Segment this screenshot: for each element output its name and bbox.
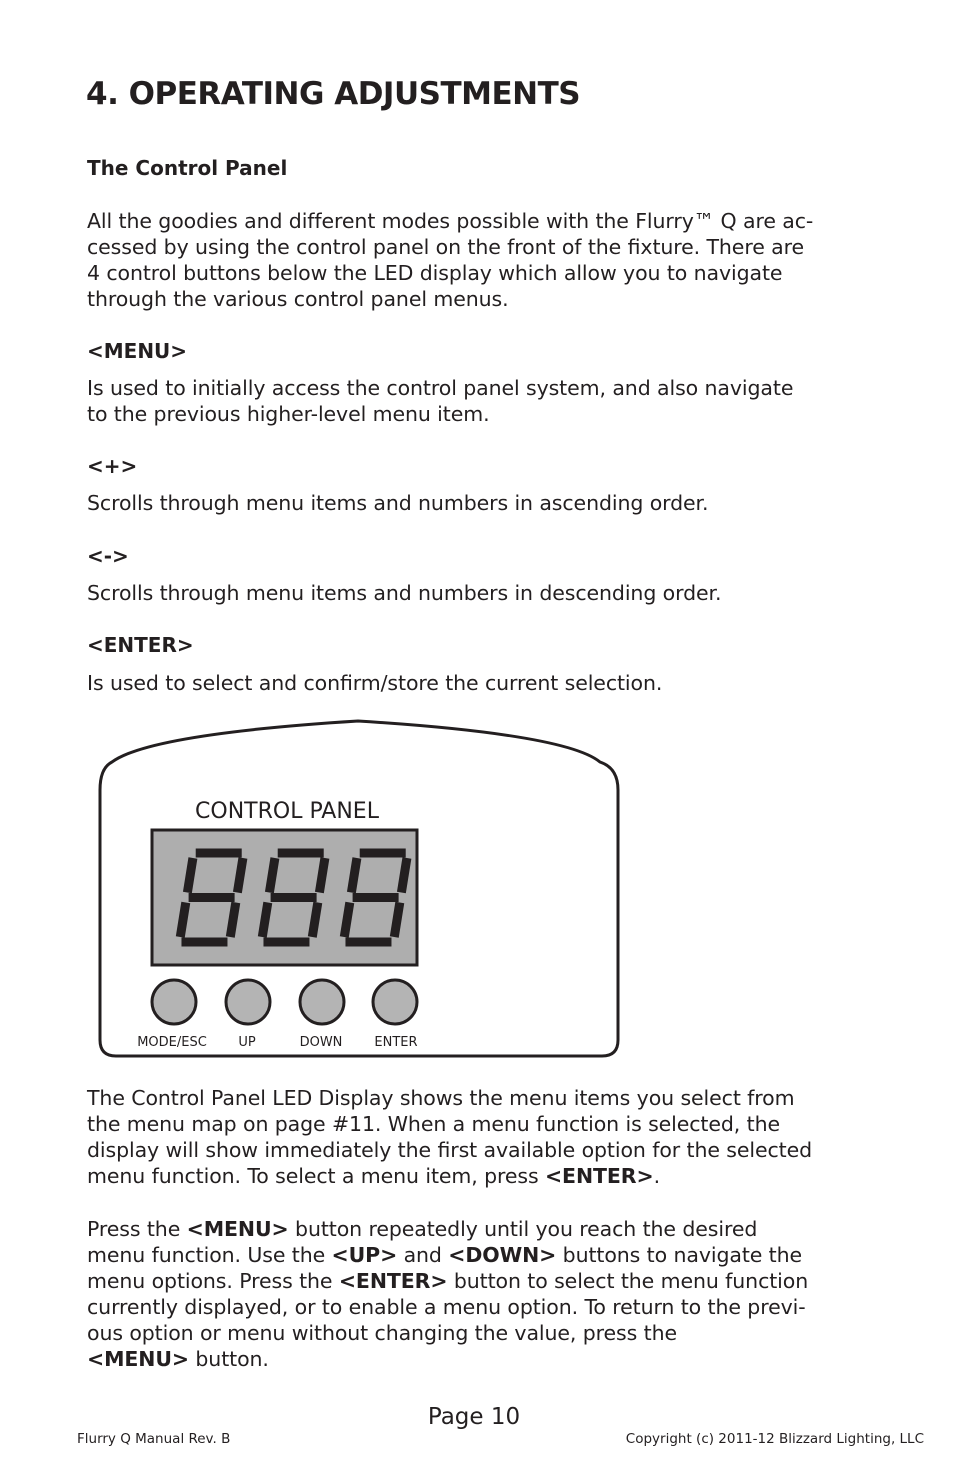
button-label-down: DOWN [299,1035,343,1050]
paragraph-line: <MENU> button. [87,1347,269,1371]
page-number-text: Page 10 [427,1404,521,1430]
led-segment [319,858,325,893]
led-segment [344,903,350,938]
paragraph-line: menu function. To select a menu item, press <ENTER>. [87,1164,660,1188]
intro-line: 4 control buttons below the LED display which allow you to navigate [87,261,783,285]
button-label-mode-esc: MODE/ESC [137,1035,207,1050]
description-line: to the previous higher-level menu item. [87,402,490,426]
enter-keyword: <ENTER> [338,1269,448,1293]
up-button [226,980,270,1024]
led-segment [401,858,407,893]
menu-button-description [87,375,887,427]
led-display-paragraph [87,1085,887,1189]
paragraph-line: ous option or menu without changing the value, press the [87,1321,677,1345]
footer-copyright: Copyright (c) 2011-12 Blizzard Lighting, LLC [625,1431,924,1447]
menu-keyword: <MENU> [186,1217,289,1241]
plus-button-description [87,490,887,516]
up-keyword: <UP> [331,1243,398,1267]
button-label-up: UP [238,1035,256,1050]
led-segment [269,858,275,893]
description-line: Scrolls through menu items and numbers in descending order. [87,581,722,605]
led-segment [312,903,318,938]
menu-button-heading: <MENU> [87,339,188,363]
enter-button [373,980,417,1024]
intro-line: cessed by using the control panel on the front of the ﬁxture. There are [87,235,804,259]
panel-title: CONTROL PANEL [195,799,379,824]
description-line: Is used to initially access the control panel system, and also navigate [87,376,794,400]
paragraph-line: The Control Panel LED Display shows the menu items you select from [87,1086,795,1110]
button-label-enter: ENTER [374,1035,418,1050]
footer-manual-revision: Flurry Q Manual Rev. B [77,1431,231,1447]
paragraph-line: currently displayed, or to enable a menu option. To return to the previ- [87,1295,806,1319]
paragraph-line: display will show immediately the ﬁrst available option for the selected [87,1138,813,1162]
enter-button-heading: <ENTER> [87,633,194,657]
section-subheading: The Control Panel [87,156,288,180]
down-button [300,980,344,1024]
navigation-paragraph [87,1216,887,1372]
led-segment [180,903,186,938]
page-heading: 4. OPERATING ADJUSTMENTS [86,76,581,112]
description-line: Scrolls through menu items and numbers in ascending order. [87,491,709,515]
paragraph-line: menu function. Use the <UP> and <DOWN> buttons to navigate the [87,1243,803,1267]
down-keyword: <DOWN> [448,1243,557,1267]
intro-paragraph [87,208,887,312]
enter-keyword: <ENTER> [544,1164,654,1188]
led-segment [394,903,400,938]
paragraph-line: menu options. Press the <ENTER> button to select the menu function [87,1269,809,1293]
paragraph-line: the menu map on page #11. When a menu function is selected, the [87,1112,780,1136]
paragraph-line: Press the <MENU> button repeatedly until you reach the desired [87,1217,758,1241]
minus-button-heading: <-> [87,544,129,568]
led-segment [351,858,357,893]
panel-buttons [152,980,417,1024]
led-segment [187,858,193,893]
led-segment [262,903,268,938]
enter-button-description [87,670,887,696]
mode-esc-button [152,980,196,1024]
minus-button-description [87,580,887,606]
led-segment [237,858,243,893]
intro-line: All the goodies and different modes possible with the Flurry™ Q are ac- [87,209,814,233]
intro-line: through the various control panel menus. [87,287,509,311]
plus-button-heading: <+> [87,454,138,478]
led-segment [230,903,236,938]
page-number [0,1404,954,1430]
menu-keyword: <MENU> [87,1347,189,1371]
description-line: Is used to select and conﬁrm/store the current selection. [87,671,663,695]
control-panel-figure [90,710,630,1070]
